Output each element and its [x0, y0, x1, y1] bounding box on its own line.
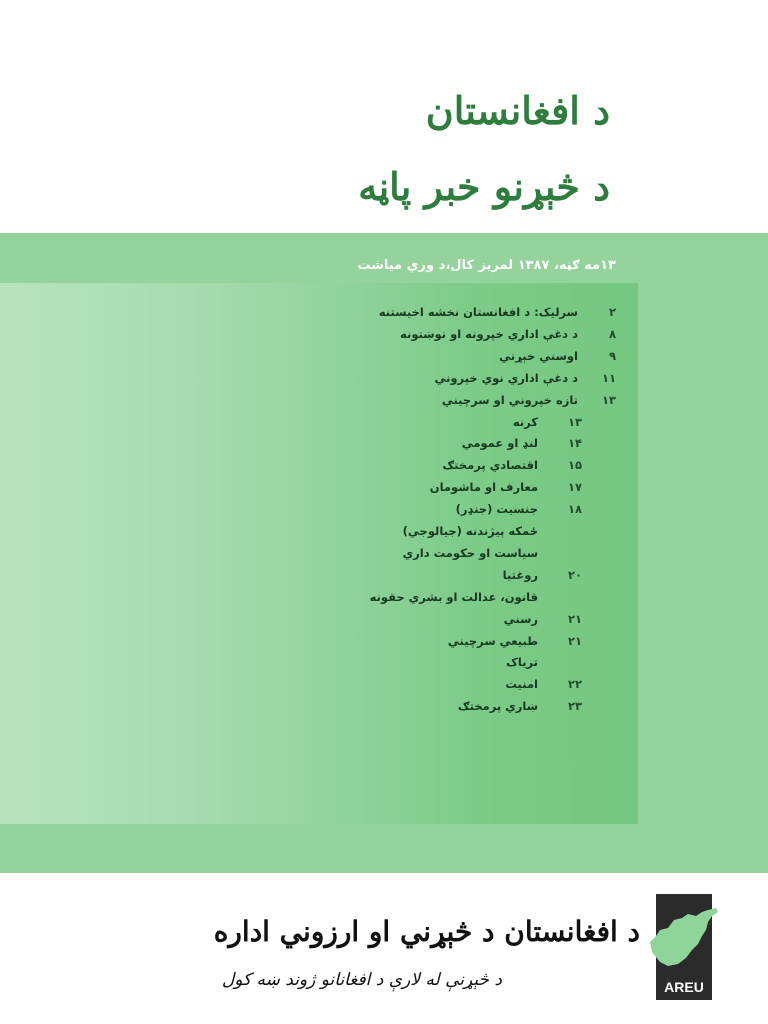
toc-entry — [0, 608, 638, 630]
toc-page-number: ۲ — [608, 305, 616, 319]
toc-entry — [0, 586, 638, 608]
toc-entry — [0, 345, 638, 367]
toc-entry-title: سياست او حکومت داري — [402, 545, 538, 560]
toc-entry-title: اقتصادي پرمختګ — [442, 458, 538, 473]
toc-entry — [0, 520, 638, 542]
logo-text: AREU — [664, 979, 704, 995]
toc-page-number: ۲۳ — [567, 699, 582, 714]
toc-entry-title: د دغې اداري خپرونه او نوښتونه — [400, 326, 578, 341]
toc-entry-title: اوسني خېړني — [499, 348, 578, 363]
toc-page-number: ۲۰ — [567, 567, 582, 582]
table-of-contents — [0, 283, 638, 824]
toc-entry — [0, 323, 638, 345]
contents-panel — [0, 283, 638, 824]
toc-entry-title: د دغې اداري نوي خپروني — [434, 370, 578, 385]
toc-entry-title: قانون، عدالت او بشري حقونه — [369, 589, 538, 604]
organization-tagline: د څېړنې له لارې د افغانانو ژوند ښه کول — [221, 970, 502, 990]
toc-page-number: ۱۴ — [567, 436, 582, 451]
toc-entry-title: تازه خپروني او سرچيني — [441, 392, 578, 407]
toc-entry-title: لنډ او عمومي — [461, 436, 538, 451]
toc-entry-title: ښاري پرمختګ — [457, 699, 538, 714]
toc-page-number: ۲۲ — [567, 677, 582, 692]
toc-entry-title: طبيعي سرچيني — [447, 633, 538, 648]
toc-entry — [0, 564, 638, 586]
toc-entry — [0, 498, 638, 520]
toc-entry-title: ترياک — [506, 655, 538, 670]
toc-entry — [0, 432, 638, 454]
toc-entry — [0, 454, 638, 476]
toc-page-number: ۹ — [608, 348, 616, 363]
toc-entry-title: ځمکه پيژندنه (جيالوجي) — [402, 524, 538, 538]
toc-entry — [0, 476, 638, 498]
toc-entry — [0, 695, 638, 717]
toc-page-number: ۱۱ — [601, 370, 616, 385]
toc-entry — [0, 389, 638, 411]
toc-entry — [0, 367, 638, 389]
afghanistan-map-icon — [648, 902, 720, 972]
toc-entry — [0, 411, 638, 433]
toc-page-number: ۱۷ — [567, 480, 582, 495]
toc-page-number: ۱۳ — [601, 392, 616, 407]
toc-entry-title: امنيت — [505, 677, 538, 692]
toc-page-number: ۲۱ — [567, 633, 582, 648]
toc-page-number: ۸ — [608, 326, 616, 341]
toc-entry-title: جنسيت (جنډر) — [455, 502, 538, 517]
toc-entry-title: روغتيا — [502, 567, 538, 582]
toc-entry — [0, 542, 638, 564]
toc-entry — [0, 630, 638, 652]
cover-title-line-1: د افغانستان — [425, 88, 610, 133]
toc-entry — [0, 651, 638, 673]
toc-entry — [0, 301, 638, 323]
toc-entry — [0, 673, 638, 695]
toc-page-number: ۱۵ — [567, 458, 582, 473]
toc-page-number: ۱۳ — [567, 414, 582, 429]
toc-entry-title: سرليک: د افغانستان نخشه اخيستنه — [378, 305, 578, 319]
toc-entry-title: رسني — [503, 611, 538, 626]
areu-logo — [656, 894, 712, 1000]
issue-label: ۱۳مه ګڼه، ۱۳۸۷ لمريز کال،د وري مياشت — [357, 258, 616, 273]
toc-page-number: ۲۱ — [567, 611, 582, 626]
toc-entry-title: معارف او ماشومان — [429, 480, 538, 495]
toc-entry-title: کرنه — [512, 414, 538, 429]
organization-name: د افغانستان د څېړني او ارزوني اداره — [213, 915, 640, 948]
toc-page-number: ۱۸ — [567, 502, 582, 517]
cover-title-line-2: د څېړنو خبر پاڼه — [358, 164, 610, 209]
